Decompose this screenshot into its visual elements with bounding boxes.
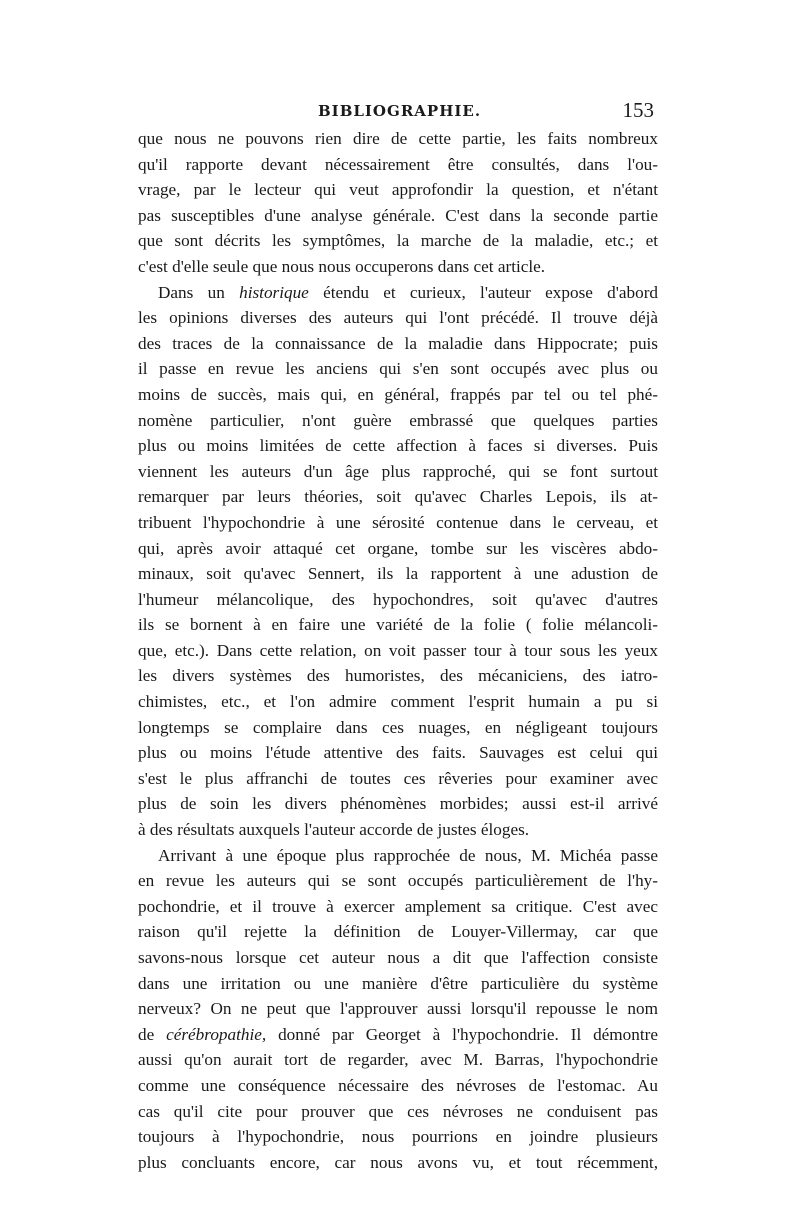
text-line: vrage, par le lecteur qui veut approfondir la question, et n'étant [138,180,658,200]
text-fragment: étendu et curieux, l'auteur expose d'abord [323,282,658,302]
text-line: raison qu'il rejette la définition de Louyer-Villermay, car que [138,922,658,942]
page-number: 153 [622,98,654,122]
text-line: c'est d'elle seule que nous nous occuperons dans cet article. [138,256,546,276]
text-line: longtemps se complaire dans ces nuages, en négligeant toujours [138,717,658,737]
text-line: tribuent l'hypochondrie à une sérosité contenue dans le cerveau, et [138,512,658,532]
text-line: que, etc.). Dans cette relation, on voit passer tour à tour sous les yeux [138,640,658,660]
text-line: savons-nous lorsque cet auteur nous a dit que l'affection consiste [138,948,658,967]
italic-term: historique [239,282,309,302]
text-line [138,280,658,306]
text-line: chimistes, etc., et l'on admire comment l'esprit humain a pu si [138,692,658,712]
text-line: dans une irritation ou une manière d'être particulière du système [138,973,658,993]
text-fragment: donné par Georget à l'hypochondrie. Il démontre [278,1024,658,1044]
text-line: s'est le plus affranchi de toutes ces rêveries pour examiner avec [138,768,658,788]
text-line: plus concluants encore, car nous avons vu, et tout récemment, [138,1152,658,1172]
text-line: toujours à l'hypochondrie, nous pourrions en joindre plusieurs [138,1127,658,1147]
text-line: en revue les auteurs qui se sont occupés particulièrement de l'hy- [138,871,658,891]
text-line: l'humeur mélancolique, des hypochondres, soit qu'avec d'autres [138,589,658,609]
text-fragment: Dans un [158,282,225,302]
text-line: cas qu'il cite pour prouver que ces névroses ne conduisent pas [138,1101,658,1121]
text-line: à des résultats auxquels l'auteur accorde de justes éloges. [138,820,530,840]
text-line: plus ou moins l'étude attentive des faits. Sauvages est celui qui [138,743,658,763]
text-line: Arrivant à une époque plus rapprochée de nous, M. Michéa passe [158,845,658,865]
running-head [138,98,654,124]
text-line: ils se bornent à en faire une variété de la folie ( folie mélancoli- [138,615,658,635]
text-line: minaux, soit qu'avec Sennert, ils la rapportent à une adustion de [138,564,658,584]
text-line: aussi qu'on aurait tort de regarder, avec M. Barras, l'hypochondrie [138,1050,658,1070]
text-line: plus ou moins limitées de cette affection à faces si diverses. Puis [138,436,658,456]
text-line [138,1022,658,1048]
text-line: pas susceptibles d'une analyse générale. C'est dans la seconde partie [138,205,658,225]
text-line: comme une conséquence nécessaire des névroses de l'estomac. Au [138,1075,658,1095]
text-line: nerveux? On ne peut que l'approuver aussi lorsqu'il repousse le nom [138,999,658,1019]
text-line: les opinions diverses des auteurs qui l'ont précédé. Il trouve déjà [138,308,658,328]
text-line: viennent les auteurs d'un âge plus rapproché, qui se font surtout [138,461,658,481]
text-line: pochondrie, et il trouve à exercer amplement sa critique. C'est avec [138,896,658,916]
header-title: BIBLIOGRAPHIE. [318,102,482,120]
text-body [138,126,658,1175]
text-line: que sont décrits les symptômes, la marche de la maladie, etc.; et [138,231,658,251]
italic-term: cérébropathie, [166,1024,267,1044]
text-line: des traces de la connaissance de la maladie dans Hippocrate; puis [138,333,658,353]
text-line: qu'il rapporte devant nécessairement être consultés, dans l'ou- [138,154,658,174]
text-line: moins de succès, mais qui, en général, frappés par tel ou tel phé- [138,384,658,404]
text-line: remarquer par leurs théories, soit qu'avec Charles Lepois, ils at- [138,487,658,507]
text-line: plus de soin les divers phénomènes morbides; aussi est-il arrivé [138,794,658,814]
text-line: il passe en revue les anciens qui s'en sont occupés avec plus ou [138,359,658,379]
text-line: que nous ne pouvons rien dire de cette partie, les faits nombreux [138,129,658,148]
text-line: qui, après avoir attaqué cet organe, tombe sur les viscères abdo- [138,538,658,558]
text-line: les divers systèmes des humoristes, des mécaniciens, des iatro- [138,666,658,686]
text-fragment: de [138,1024,155,1044]
text-line: nomène particulier, n'ont guère embrassé que quelques parties [138,410,658,430]
